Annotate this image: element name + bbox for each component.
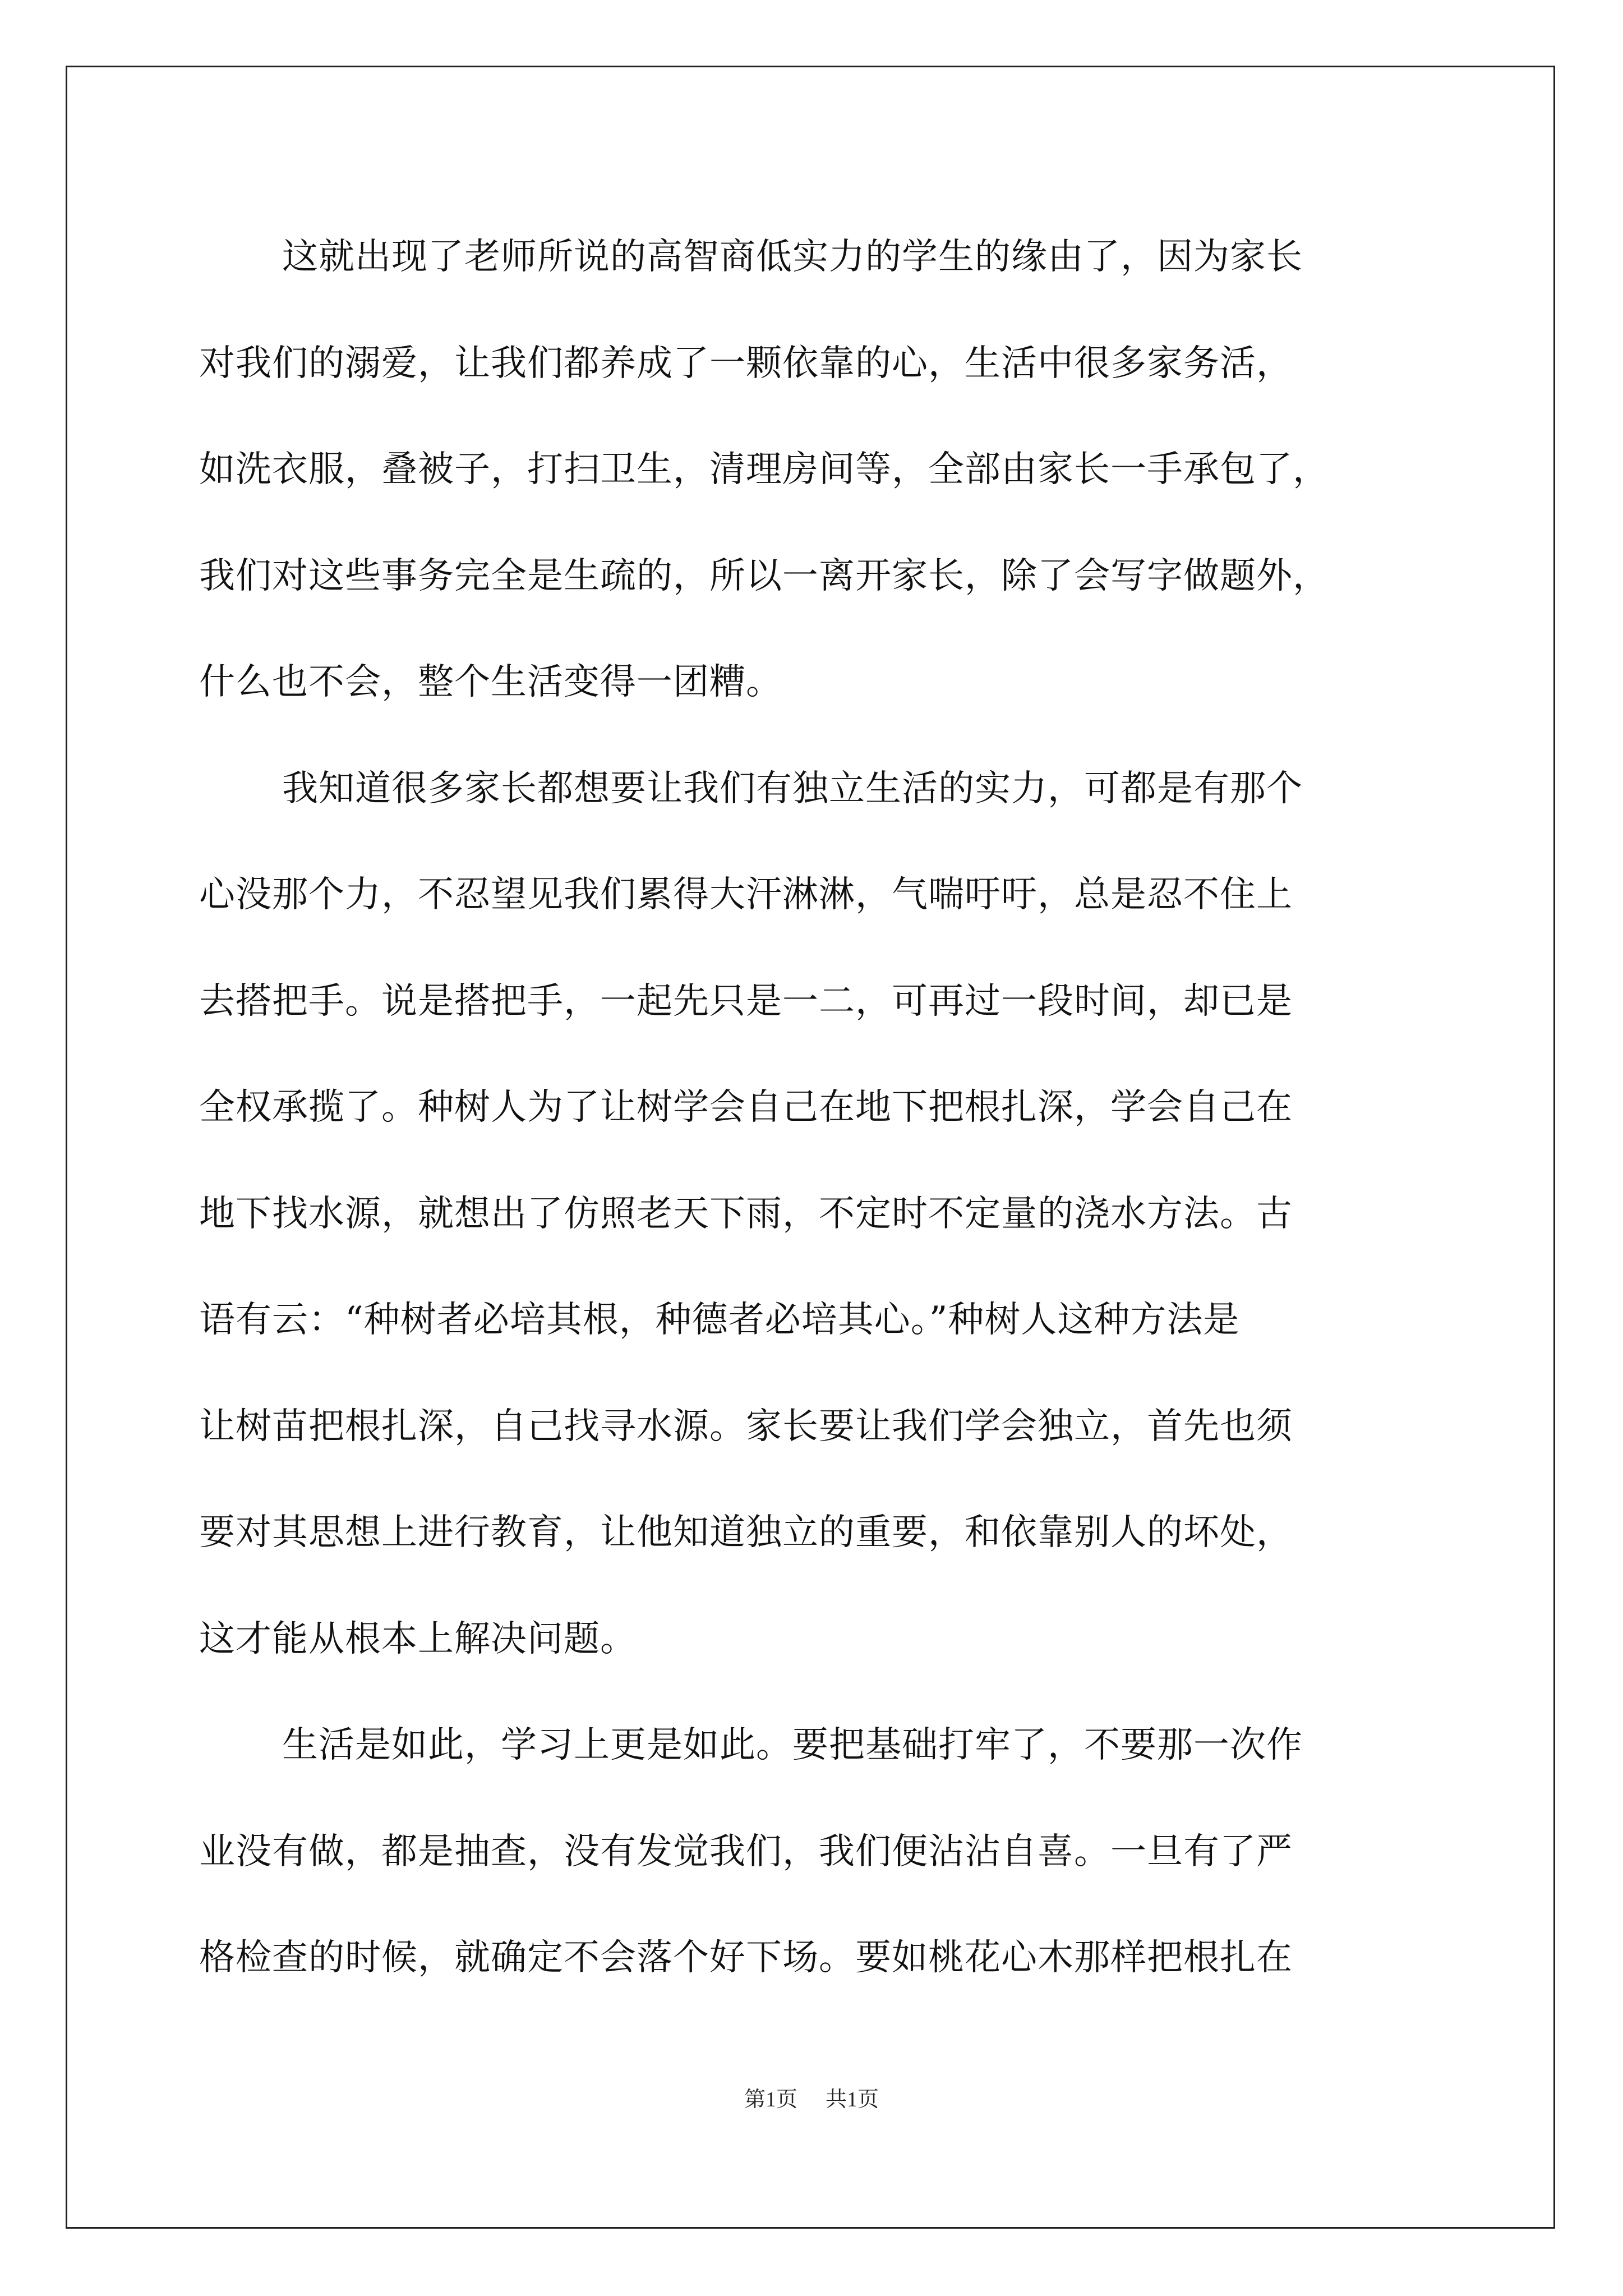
text-line: 我知道很多家长都想要让我们有独立生活的实力，可都是有那个 xyxy=(282,767,1303,809)
text-line: 这就出现了老师所说的高智商低实力的学生的缘由了，因为家长 xyxy=(282,236,1303,278)
document-body xyxy=(199,212,1433,2019)
text-line: 生活是如此，学习上更是如此。要把基础打牢了，不要那一次作 xyxy=(282,1724,1303,1766)
text-line: 心没那个力，不忍望见我们累得大汗淋淋，气喘吁吁，总是忍不住上 xyxy=(199,874,1293,915)
text-line: 业没有做，都是抽查，没有发觉我们，我们便沾沾自喜。一旦有了严 xyxy=(199,1830,1293,1872)
text-line: 我们对这些事务完全是生疏的，所以一离开家长，除了会写字做题外， xyxy=(199,555,1329,597)
text-line: 什么也不会，整个生活变得一团糟。 xyxy=(199,661,782,703)
paragraph-3 xyxy=(199,1700,1433,2019)
text-line: 如洗衣服，叠被子，打扫卫生，清理房间等，全部由家长一手承包了， xyxy=(199,449,1329,490)
text-line: 语有云：“种树者必培其根，种德者必培其心。”种树人这种方法是 xyxy=(199,1299,1240,1341)
page-total: 共1页 xyxy=(826,2088,879,2111)
paragraph-2 xyxy=(199,744,1433,1701)
text-line: 对我们的溺爱，让我们都养成了一颗依靠的心，生活中很多家务活， xyxy=(199,342,1293,384)
text-line: 要对其思想上进行教育，让他知道独立的重要，和依靠别人的坏处， xyxy=(199,1512,1293,1553)
text-line: 格检查的时候，就确定不会落个好下场。要如桃花心木那样把根扎在 xyxy=(199,1937,1293,1978)
text-line: 去搭把手。说是搭把手，一起先只是一二，可再过一段时间，却已是 xyxy=(199,980,1293,1022)
paragraph-1 xyxy=(199,212,1433,744)
page-footer xyxy=(0,2086,1623,2114)
text-line: 这才能从根本上解决问题。 xyxy=(199,1618,637,1660)
text-line: 地下找水源，就想出了仿照老天下雨，不定时不定量的浇水方法。古 xyxy=(199,1193,1293,1235)
page-number: 第1页 xyxy=(744,2088,797,2111)
text-line: 全权承揽了。种树人为了让树学会自己在地下把根扎深，学会自己在 xyxy=(199,1087,1293,1128)
text-line: 让树苗把根扎深，自己找寻水源。家长要让我们学会独立，首先也须 xyxy=(199,1405,1293,1447)
